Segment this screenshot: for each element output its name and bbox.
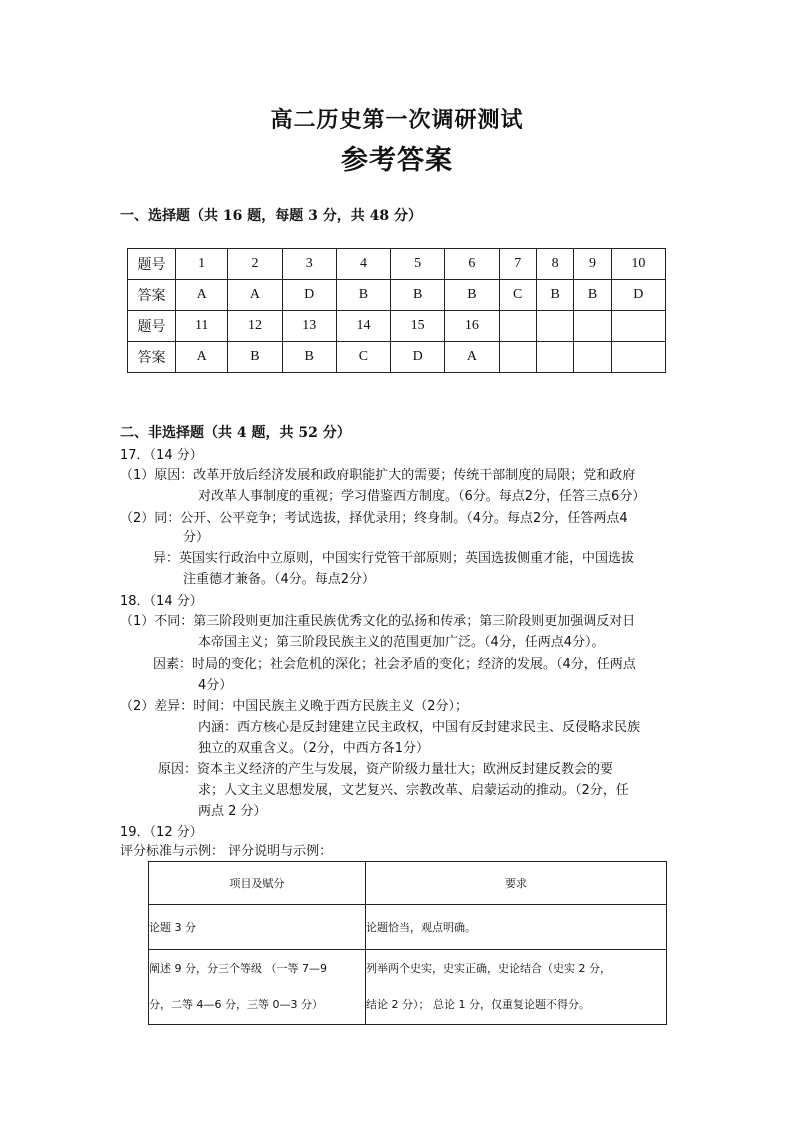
rubric-row-requirement bbox=[366, 950, 667, 1025]
answer-table-cell: 5 bbox=[391, 249, 445, 280]
answer-line: 异：英国实行政治中立原则，中国实行党管干部原则；英国选拔侧重才能，中国选拔 bbox=[153, 551, 635, 566]
answer-line: （2）差异：时间：中国民族主义晚于西方民族主义（2分）； bbox=[120, 699, 469, 714]
rubric-cell-text: 结论 2 分）； 总论 1 分，仅重复论题不得分。 bbox=[366, 998, 590, 1011]
answer-table-cell: 8 bbox=[536, 249, 573, 280]
answer-line: 求；人文主义思想发展，文艺复兴、宗教改革、启蒙运动的推动。（2分，任 bbox=[198, 783, 629, 798]
rubric-cell-text: 论题 3 分 bbox=[149, 921, 196, 934]
answer-line: 对改革人事制度的重视；学习借鉴西方制度。（6分。每点2分，任答三点6分） bbox=[198, 489, 646, 504]
answer-table-cell: 3 bbox=[282, 249, 336, 280]
section-heading-multiple-choice: 一、选择题（共 16 题，每题 3 分，共 48 分） bbox=[120, 208, 422, 224]
page-title: 高二历史第一次调研测试 bbox=[270, 107, 524, 133]
answer-line: 本帝国主义；第三阶段民族主义的范围更加广泛。（4分，任两点4分）。 bbox=[198, 635, 605, 650]
answer-table-cell bbox=[499, 311, 536, 342]
answer-table-cell: 4 bbox=[336, 249, 390, 280]
answer-table-cell: 14 bbox=[336, 311, 390, 342]
answer-table-cell: 16 bbox=[445, 311, 499, 342]
rubric-header-requirement: 要求 bbox=[366, 862, 667, 905]
answer-table-cell bbox=[611, 342, 665, 373]
answer-table-cell: D bbox=[611, 280, 665, 311]
answer-table-cell: B bbox=[574, 280, 611, 311]
answer-line: 内涵：西方核心是反封建建立民主政权，中国有反封建求民主、反侵略求民族 bbox=[198, 720, 641, 735]
answer-table-cell: 9 bbox=[574, 249, 611, 280]
answer-line: 分） bbox=[183, 530, 210, 545]
answer-line: （2）同：公开、公平竞争；考试选拔，择优录用；终身制。（4分。每点2分，任答两点4 bbox=[120, 511, 628, 526]
answer-table-cell: B bbox=[536, 280, 573, 311]
answer-table-cell bbox=[499, 342, 536, 373]
answer-table bbox=[127, 248, 666, 373]
answer-line: （1）原因：改革开放后经济发展和政府职能扩大的需要；传统干部制度的局限；党和政府 bbox=[120, 468, 636, 483]
rubric-row-item bbox=[149, 905, 366, 950]
question-18-heading: 18．（14 分） bbox=[120, 594, 203, 609]
rubric-table bbox=[148, 861, 667, 1025]
answer-line: 两点 2 分） bbox=[198, 804, 267, 819]
answer-table-cell: B bbox=[336, 280, 390, 311]
answer-table-cell: 6 bbox=[445, 249, 499, 280]
answer-table-cell: 1 bbox=[176, 249, 228, 280]
answer-table-row-label: 答案 bbox=[128, 342, 176, 373]
rubric-row-requirement bbox=[366, 905, 667, 950]
answer-table-cell: 15 bbox=[391, 311, 445, 342]
answer-table-row bbox=[128, 249, 666, 280]
question-17-heading: 17．（14 分） bbox=[120, 448, 203, 463]
answer-table-row bbox=[128, 342, 666, 373]
answer-line: 独立的双重含义。（2分，中西方各1分） bbox=[198, 741, 430, 756]
answer-table-cell: A bbox=[228, 280, 282, 311]
answer-table-cell: A bbox=[176, 280, 228, 311]
answer-line: 注重德才兼备。（4分。每点2分） bbox=[183, 572, 376, 587]
answer-table-row bbox=[128, 311, 666, 342]
rubric-cell-text: 列举两个史实，史实正确，史论结合（史实 2 分， bbox=[366, 962, 611, 975]
answer-table-cell: 10 bbox=[611, 249, 665, 280]
section-heading-open-questions: 二、非选择题（共 4 题，共 52 分） bbox=[120, 425, 351, 441]
answer-table-cell: 11 bbox=[176, 311, 228, 342]
answer-table-cell bbox=[536, 311, 573, 342]
answer-table-cell: 12 bbox=[228, 311, 282, 342]
answer-line: 因素：时局的变化；社会危机的深化；社会矛盾的变化；经济的发展。（4分，任两点 bbox=[153, 657, 636, 672]
answer-table-cell: A bbox=[445, 342, 499, 373]
rubric-cell-text: 分，二等 4—6 分，三等 0—3 分） bbox=[149, 998, 323, 1011]
answer-table-cell: D bbox=[391, 342, 445, 373]
answer-line: （1）不同：第三阶段则更加注重民族优秀文化的弘扬和传承；第三阶段则更加强调反对日 bbox=[120, 614, 636, 629]
rubric-header-item: 项目及赋分 bbox=[149, 862, 366, 905]
answer-table-cell bbox=[574, 311, 611, 342]
answer-table-cell: B bbox=[391, 280, 445, 311]
rubric-cell-text: 论题恰当，观点明确。 bbox=[366, 921, 476, 934]
answer-table-cell bbox=[536, 342, 573, 373]
answer-table-row-label: 答案 bbox=[128, 280, 176, 311]
answer-line: 4分） bbox=[198, 678, 233, 693]
answer-table-cell: A bbox=[176, 342, 228, 373]
answer-table-row-label: 题号 bbox=[128, 311, 176, 342]
answer-table-row-label: 题号 bbox=[128, 249, 176, 280]
page-subtitle: 参考答案 bbox=[341, 145, 453, 176]
rubric-caption: 评分标准与示例： 评分说明与示例： bbox=[120, 844, 333, 859]
answer-table-cell bbox=[574, 342, 611, 373]
question-19-heading: 19．（12 分） bbox=[120, 825, 203, 840]
answer-table-cell: C bbox=[499, 280, 536, 311]
answer-table-cell: B bbox=[445, 280, 499, 311]
rubric-row-item bbox=[149, 950, 366, 1025]
answer-table-row bbox=[128, 280, 666, 311]
answer-table-cell: D bbox=[282, 280, 336, 311]
answer-table-cell: C bbox=[336, 342, 390, 373]
answer-table-cell: 2 bbox=[228, 249, 282, 280]
answer-table-cell: 7 bbox=[499, 249, 536, 280]
answer-line: 原因：资本主义经济的产生与发展，资产阶级力量壮大；欧洲反封建反教会的要 bbox=[158, 762, 614, 777]
answer-table-cell: B bbox=[282, 342, 336, 373]
answer-table-cell bbox=[611, 311, 665, 342]
answer-table-cell: 13 bbox=[282, 311, 336, 342]
answer-table-cell: B bbox=[228, 342, 282, 373]
rubric-cell-text: 阐述 9 分，分三个等级 （一等 7—9 bbox=[149, 962, 327, 975]
